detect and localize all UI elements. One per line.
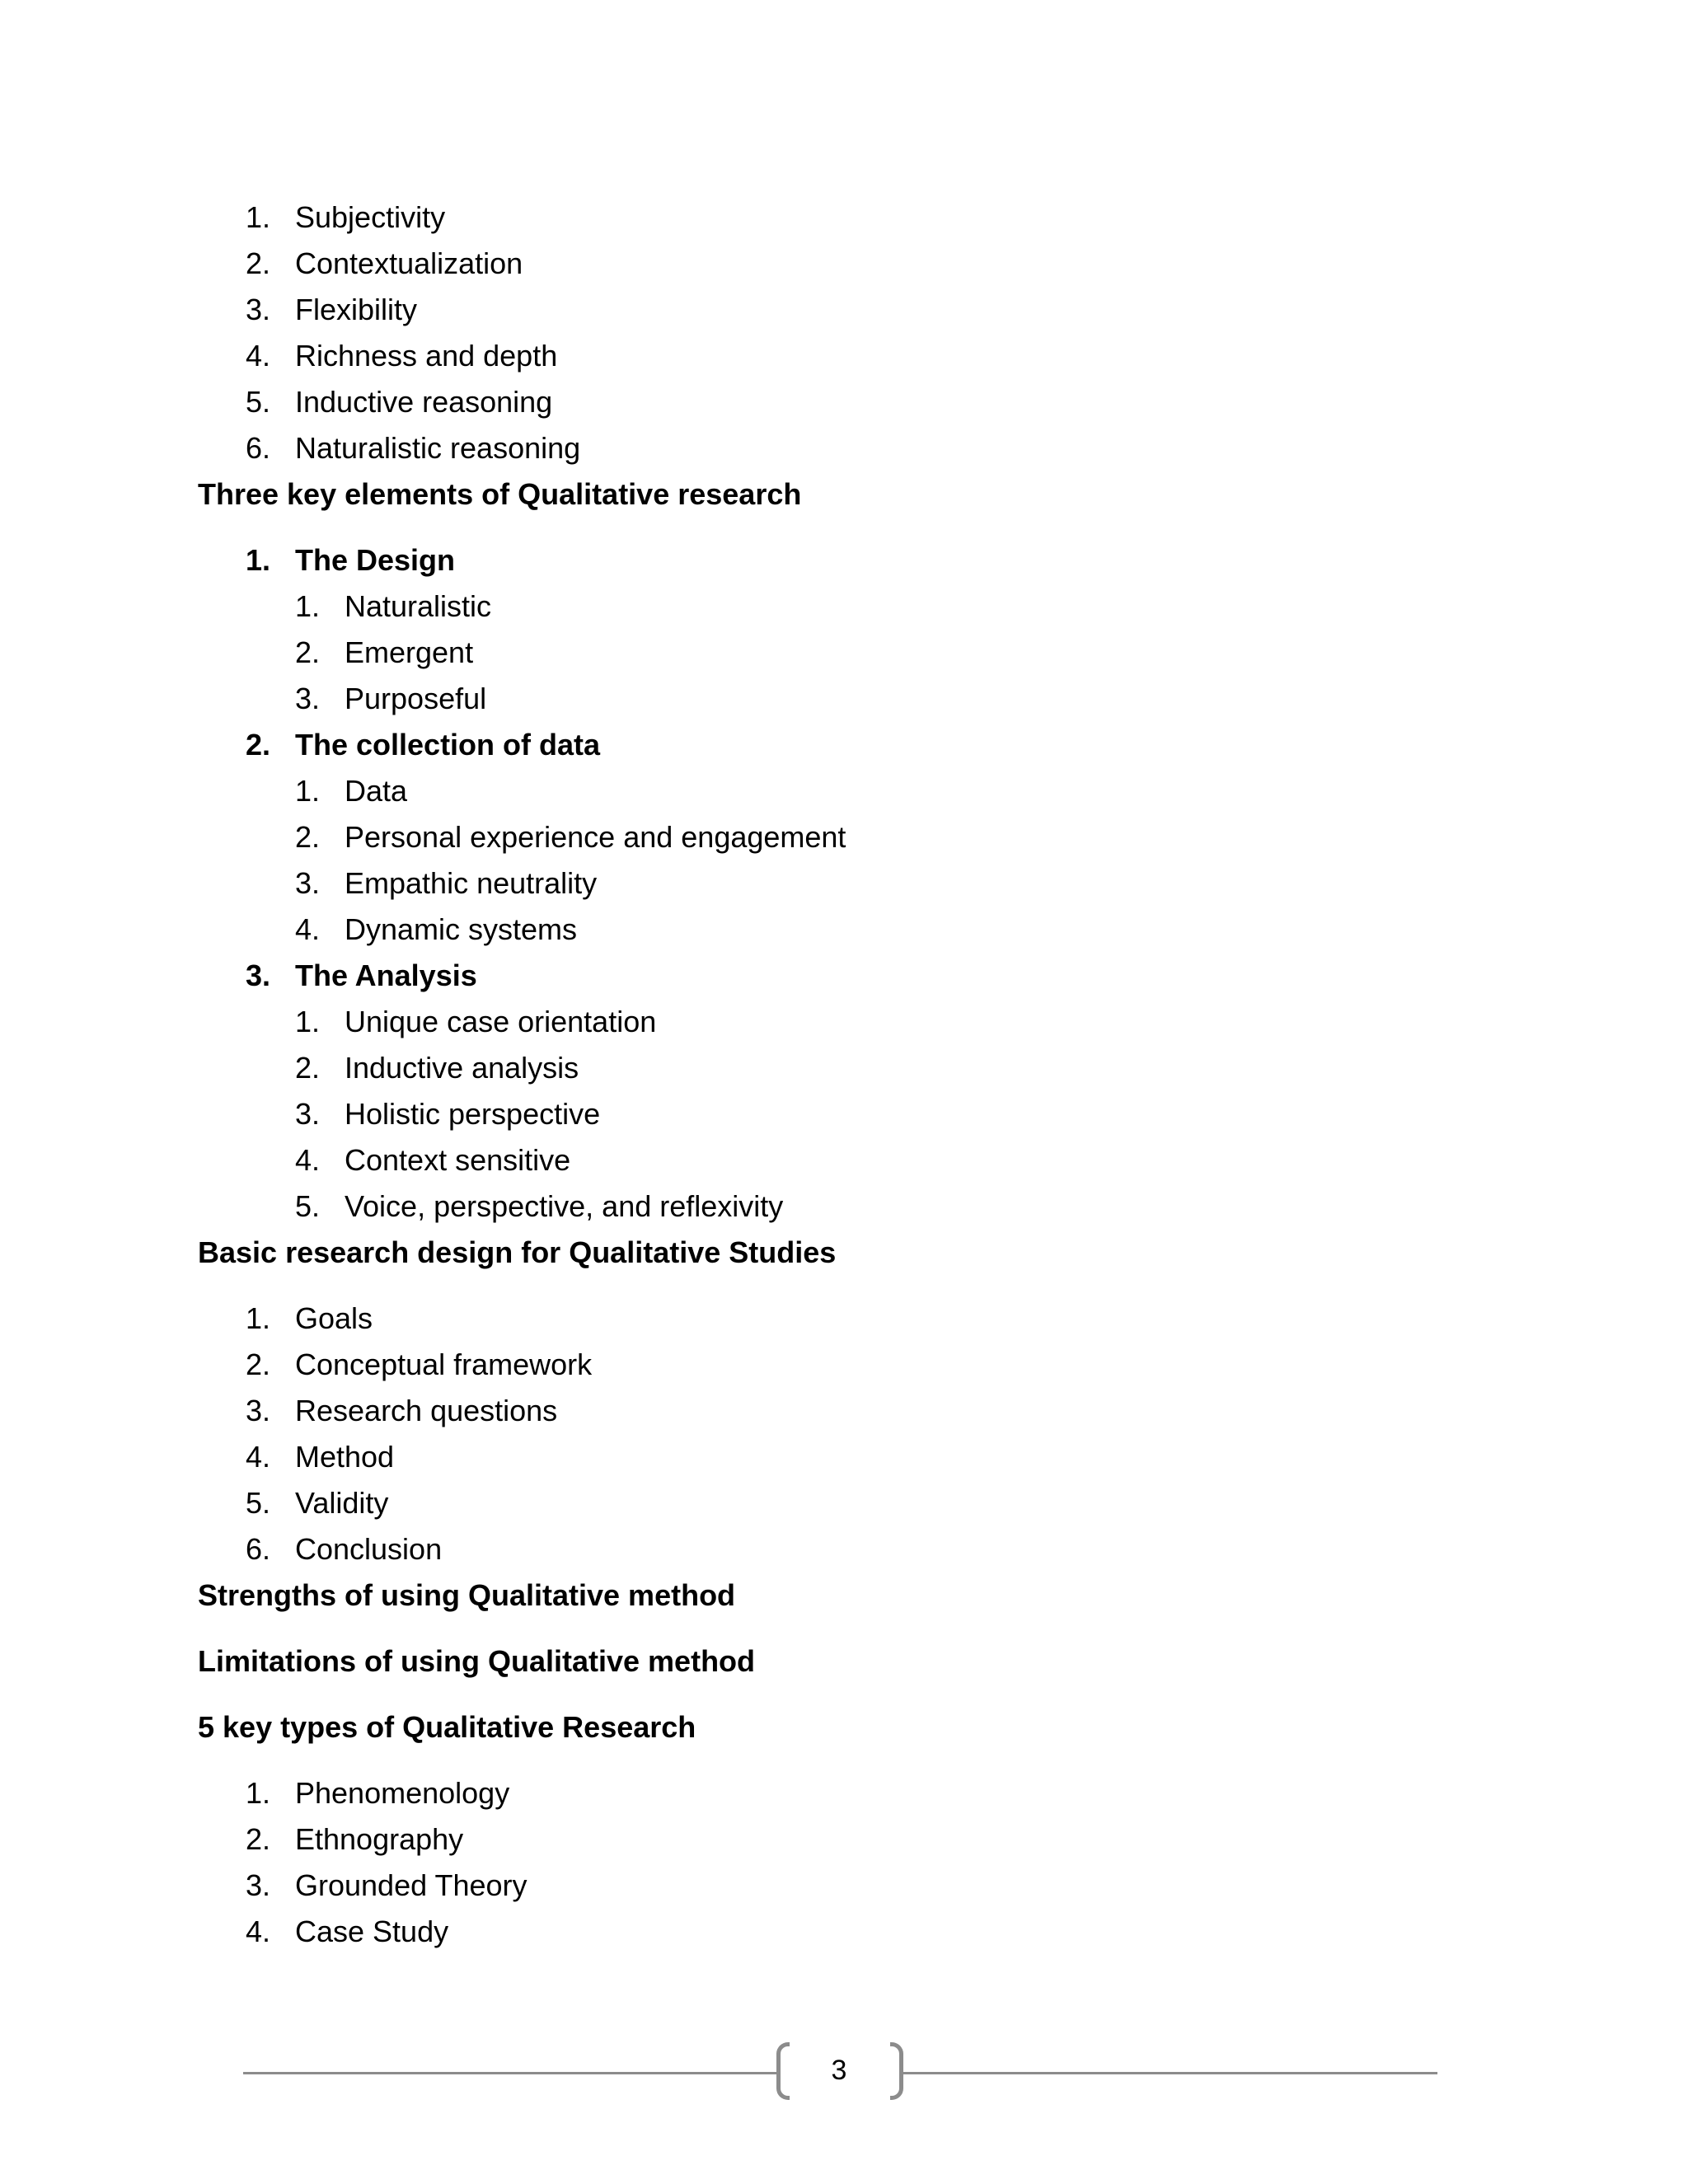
sub-item-number: 3. (295, 1097, 321, 1131)
list-item-number: 4. (246, 339, 271, 373)
list-item: Richness and depth (295, 339, 558, 373)
sub-item-number: 3. (295, 682, 321, 715)
element-title: The Design (295, 543, 456, 577)
element-title: The collection of data (295, 728, 601, 762)
sub-item: Holistic perspective (345, 1097, 601, 1131)
sub-item-number: 3. (295, 866, 321, 900)
sub-item: Unique case orientation (345, 1005, 657, 1038)
section-heading-research-design: Basic research design for Qualitative Studies (198, 1235, 837, 1269)
sub-item: Voice, perspective, and reflexivity (345, 1189, 784, 1223)
sub-item-number: 1. (295, 589, 321, 623)
list-item: Contextualization (295, 246, 523, 280)
list-item-number: 3. (246, 1394, 271, 1427)
list-item-number: 5. (246, 1486, 271, 1520)
list-item: Subjectivity (295, 200, 446, 234)
list-item: Phenomenology (295, 1776, 510, 1810)
sub-item: Data (345, 774, 408, 808)
section-heading-types: 5 key types of Qualitative Research (198, 1710, 696, 1744)
sub-item-number: 1. (295, 774, 321, 808)
section-heading-strengths: Strengths of using Qualitative method (198, 1578, 736, 1612)
left-brace-icon (776, 2042, 790, 2100)
element-number: 3. (246, 958, 271, 992)
sub-item: Dynamic systems (345, 912, 578, 946)
sub-item: Naturalistic (345, 589, 492, 623)
section-heading-key-elements: Three key elements of Qualitative research (198, 477, 802, 511)
list-item-number: 3. (246, 293, 271, 326)
list-item: Naturalistic reasoning (295, 431, 581, 465)
list-item-number: 2. (246, 1347, 271, 1381)
list-item-number: 2. (246, 246, 271, 280)
sub-item-number: 4. (295, 912, 321, 946)
sub-item: Empathic neutrality (345, 866, 598, 900)
sub-item-number: 2. (295, 820, 321, 854)
list-item-number: 5. (246, 385, 271, 419)
footer-rule-right (900, 2072, 1437, 2074)
list-item: Validity (295, 1486, 389, 1520)
list-item-number: 2. (246, 1822, 271, 1856)
list-item-number: 3. (246, 1868, 271, 1902)
list-item: Case Study (295, 1915, 449, 1948)
list-item: Method (295, 1440, 395, 1474)
sub-item: Personal experience and engagement (345, 820, 846, 854)
footer-rule-left (243, 2072, 779, 2074)
list-item: Conclusion (295, 1532, 443, 1566)
section-heading-limitations: Limitations of using Qualitative method (198, 1644, 756, 1678)
list-item-number: 1. (246, 1776, 271, 1810)
list-item-number: 1. (246, 200, 271, 234)
sub-item-number: 1. (295, 1005, 321, 1038)
sub-item: Inductive analysis (345, 1051, 579, 1085)
sub-item-number: 2. (295, 1051, 321, 1085)
element-number: 1. (246, 543, 271, 577)
list-item-number: 4. (246, 1440, 271, 1474)
list-item: Goals (295, 1301, 373, 1335)
page-number: 3 (831, 2055, 847, 2086)
sub-item: Purposeful (345, 682, 487, 715)
list-item-number: 6. (246, 431, 271, 465)
sub-item: Context sensitive (345, 1143, 571, 1177)
list-item: Ethnography (295, 1822, 464, 1856)
list-item: Flexibility (295, 293, 418, 326)
sub-item-number: 5. (295, 1189, 321, 1223)
list-item-number: 4. (246, 1915, 271, 1948)
element-title: The Analysis (295, 958, 477, 992)
sub-item-number: 4. (295, 1143, 321, 1177)
list-item: Conceptual framework (295, 1347, 593, 1381)
element-number: 2. (246, 728, 271, 762)
list-item: Grounded Theory (295, 1868, 528, 1902)
sub-item: Emergent (345, 635, 474, 669)
list-item-number: 6. (246, 1532, 271, 1566)
list-item: Inductive reasoning (295, 385, 553, 419)
sub-item-number: 2. (295, 635, 321, 669)
right-brace-icon (890, 2042, 903, 2100)
list-item-number: 1. (246, 1301, 271, 1335)
list-item: Research questions (295, 1394, 558, 1427)
